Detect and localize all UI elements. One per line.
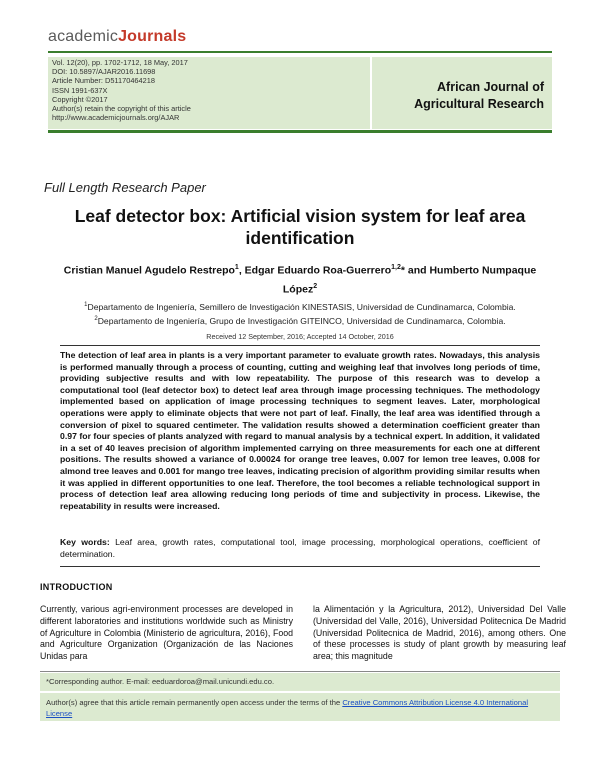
meta-article-number: Article Number: D51170464218	[52, 76, 155, 86]
meta-copyright: Copyright ©2017	[52, 94, 108, 104]
meta-rights: Author(s) retain the copyright of this article	[52, 104, 191, 114]
meta-volume: Vol. 12(20), pp. 1702-1712, 18 May, 2017	[52, 58, 188, 67]
header-rule	[48, 51, 552, 53]
affiliation-2-text: Departamento de Ingeniería, Grupo de Investigación GITEINCO, Universidad de Cundinamarca, Colombia.	[97, 315, 506, 326]
author-list	[55, 260, 545, 297]
author-3: Humberto Numpaque López	[282, 264, 537, 295]
keywords-text: Leaf area, growth rates, computational tool, image processing, morphological operations, coefficient of determination.	[60, 537, 541, 559]
abstract: The detection of leaf area in plants is a very important parameter to evaluate growth rates. Nowadays, this analysis is performed manually through a process of counting, cutting and weighing leaf that involves long periods of time, providing subjective results and with low repeatability. The purpose of this research was to develop a computational tool (leaf detector box) to detect leaf area through image processing techniques. The methodology implemented based on application of image processing techniques to segment leaves. Later, morphological operations were apply to eliminate objects that were not part of leaf. Finally, the leaf area was identified through a conversion of pixel to squared centimeter. The validation results showed a determination coefficient greater than 0.97 for four species of plants analyzed with regard to manual analysis by a technical expert. In addition, it validated in a set of 40 leaves precision of algorithm implemented carrying on three measurements for each one at different positions. The results showed a variance of 0.00024 for orange tree leaves, 0.007 for lemon tree leaves, 0.008 for almond tree leaves and 0.001 for mango tree leaves, indicating precision of algorithm providing similar results when it was applied in different opportunities to one leaf. Therefore, the tool becomes a reliable technological support in process of detection leaf area allowing reducing long periods of time and subjectivity in process. Likewise, the repeatability in results were increased.	[60, 350, 540, 511]
author-2-sup: 1,2	[391, 264, 401, 271]
abstract-top-rule	[60, 345, 540, 346]
author-1-sup: 1	[234, 264, 239, 271]
intro-column-left: Currently, various agri-environment processes are developed in different laboratories and institutions worldwide such as Ministry of Agriculture in Colombia (Ministerio de agricultura, 2016), Food and Agriculture Organization (Organización de las Naciones Unidas para	[40, 604, 293, 662]
meta-issn: ISSN 1991-637X	[52, 85, 108, 95]
received-accepted-dates: Received 12 September, 2016; Accepted 14 October, 2016	[206, 332, 394, 341]
intro-column-right: la Alimentación y la Agricultura, 2012), Universidad Del Valle (Universidad del Valle, 2016), Universidad Politecnica De Madrid (Universidad Politecnica de Madrid, 2016), among others. One of these processes is study of plant growth by measuring leaf area; this magnitude	[313, 604, 566, 662]
journal-name: African Journal of Agricultural Research	[414, 80, 544, 111]
keywords-label: Key words:	[60, 537, 110, 547]
author-1: Cristian Manuel Agudelo Restrepo	[63, 264, 235, 277]
affiliation-1-sup: 1	[84, 302, 88, 308]
journal-name-box	[372, 57, 552, 129]
affiliation-1	[40, 299, 560, 313]
paper-title: Leaf detector box: Artificial vision system for leaf area identification	[74, 206, 526, 248]
author-2: Edgar Eduardo Roa-Guerrero	[244, 264, 392, 277]
license-box	[40, 693, 560, 721]
corresponding-author-box	[40, 673, 560, 691]
journal-logo	[48, 29, 186, 45]
abstract-bottom-rule	[60, 566, 540, 567]
section-heading-introduction: INTRODUCTION	[40, 582, 113, 592]
corresponding-author: *Corresponding author. E-mail: eeduardoroa@mail.unicundi.edu.co.	[46, 677, 275, 686]
affiliation-2-sup: 2	[94, 315, 98, 322]
license-statement	[46, 697, 554, 719]
license-link[interactable]: Creative Commons Attribution License 4.0 International License	[46, 698, 529, 718]
keywords	[60, 537, 540, 560]
header-bottom-rule	[48, 130, 552, 133]
author-2-mark: * and	[400, 264, 430, 277]
author-sep: ,	[238, 264, 245, 277]
affiliation-2	[40, 313, 560, 327]
meta-doi: DOI: 10.5897/AJAR2016.11698	[52, 67, 156, 77]
logo-journals: Journals	[118, 28, 187, 45]
affiliation-1-text: Departamento de Ingeniería, Semillero de Investigación KINESTASIS, Universidad de Cundinamarca, Colombia.	[87, 301, 516, 312]
footnote-rule	[40, 671, 560, 672]
article-meta-box	[48, 57, 370, 129]
license-prefix: Author(s) agree that this article remain permanently open access under the terms of the	[46, 698, 343, 707]
affiliations	[40, 299, 560, 327]
logo-academic: academic	[48, 28, 119, 45]
author-3-sup: 2	[313, 282, 318, 290]
paper-type: Full Length Research Paper	[44, 180, 206, 195]
meta-url[interactable]: http://www.academicjournals.org/AJAR	[52, 113, 180, 123]
